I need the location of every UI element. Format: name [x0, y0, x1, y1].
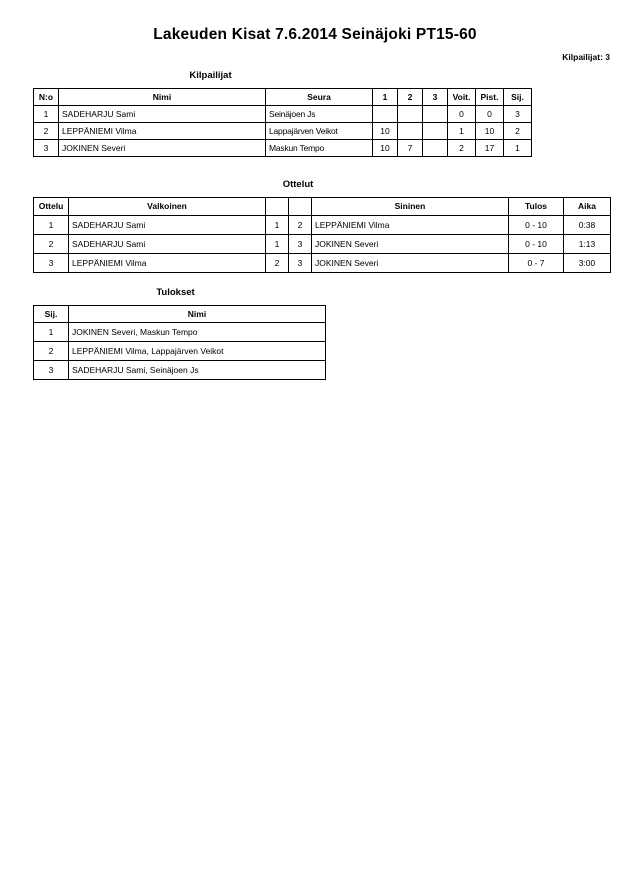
- cell-voit: 1: [448, 123, 476, 140]
- cell-white-number: 2: [266, 254, 289, 273]
- cell-sij: 1: [504, 140, 532, 157]
- cell-round-3: [423, 106, 448, 123]
- column-header-voit: Voit.: [448, 89, 476, 106]
- column-header-pist: Pist.: [476, 89, 504, 106]
- cell-sininen: JOKINEN Severi: [312, 254, 509, 273]
- cell-nimi: LEPPÄNIEMI Vilma, Lappajärven Veikot: [69, 342, 326, 361]
- cell-nro: 1: [34, 106, 59, 123]
- cell-round-1: 10: [373, 140, 398, 157]
- cell-valkoinen: LEPPÄNIEMI Vilma: [69, 254, 266, 273]
- cell-aika: 1:13: [564, 235, 611, 254]
- cell-blue-number: 3: [289, 235, 312, 254]
- cell-white-number: 1: [266, 216, 289, 235]
- cell-round-2: [398, 106, 423, 123]
- matches-table: [33, 197, 611, 273]
- column-header-round-1: 1: [373, 89, 398, 106]
- cell-voit: 2: [448, 140, 476, 157]
- table-header-row: [34, 89, 532, 106]
- table-row: [34, 123, 532, 140]
- cell-sininen: JOKINEN Severi: [312, 235, 509, 254]
- cell-seura: Maskun Tempo: [266, 140, 373, 157]
- cell-sininen: LEPPÄNIEMI Vilma: [312, 216, 509, 235]
- cell-white-number: 1: [266, 235, 289, 254]
- cell-aika: 3:00: [564, 254, 611, 273]
- cell-pist: 17: [476, 140, 504, 157]
- column-header-round-2: 2: [398, 89, 423, 106]
- cell-blue-number: 3: [289, 254, 312, 273]
- cell-tulos: 0 - 7: [509, 254, 564, 273]
- cell-pist: 0: [476, 106, 504, 123]
- cell-tulos: 0 - 10: [509, 235, 564, 254]
- cell-valkoinen: SADEHARJU Sami: [69, 216, 266, 235]
- column-header-nimi: Nimi: [59, 89, 266, 106]
- column-header-nro: N:o: [34, 89, 59, 106]
- results-table: [33, 305, 326, 380]
- table-header-row: [34, 306, 326, 323]
- cell-tulos: 0 - 10: [509, 216, 564, 235]
- cell-sij: 2: [504, 123, 532, 140]
- cell-round-3: [423, 140, 448, 157]
- cell-pist: 10: [476, 123, 504, 140]
- table-row: [34, 235, 611, 254]
- cell-seura: Lappajärven Veikot: [266, 123, 373, 140]
- cell-voit: 0: [448, 106, 476, 123]
- cell-round-2: 7: [398, 140, 423, 157]
- cell-blue-number: 2: [289, 216, 312, 235]
- column-header-sij: Sij.: [34, 306, 69, 323]
- table-header-row: [34, 198, 611, 216]
- cell-nro: 3: [34, 140, 59, 157]
- cell-round-3: [423, 123, 448, 140]
- cell-valkoinen: SADEHARJU Sami: [69, 235, 266, 254]
- table-row: [34, 342, 326, 361]
- cell-ottelu: 1: [34, 216, 69, 235]
- column-header-valkoinen: Valkoinen: [69, 198, 266, 216]
- competitors-table: [33, 88, 532, 157]
- column-header-round-3: 3: [423, 89, 448, 106]
- results-heading: Tulokset: [156, 287, 195, 298]
- competitor-count-label: Kilpailijat: 3: [562, 52, 610, 62]
- cell-ottelu: 2: [34, 235, 69, 254]
- cell-aika: 0:38: [564, 216, 611, 235]
- cell-round-1: 10: [373, 123, 398, 140]
- cell-nro: 2: [34, 123, 59, 140]
- column-header-aika: Aika: [564, 198, 611, 216]
- cell-nimi: JOKINEN Severi, Maskun Tempo: [69, 323, 326, 342]
- column-header-sij: Sij.: [504, 89, 532, 106]
- cell-ottelu: 3: [34, 254, 69, 273]
- table-row: [34, 254, 611, 273]
- cell-nimi: SADEHARJU Sami, Seinäjoen Js: [69, 361, 326, 380]
- cell-nimi: LEPPÄNIEMI Vilma: [59, 123, 266, 140]
- cell-nimi: SADEHARJU Sami: [59, 106, 266, 123]
- column-header-sininen: Sininen: [312, 198, 509, 216]
- cell-nimi: JOKINEN Severi: [59, 140, 266, 157]
- competitors-heading: Kilpailijat: [189, 70, 232, 81]
- cell-sij: 1: [34, 323, 69, 342]
- matches-heading: Ottelut: [282, 179, 314, 190]
- cell-sij: 2: [34, 342, 69, 361]
- column-header-ottelu: Ottelu: [34, 198, 69, 216]
- cell-sij: 3: [504, 106, 532, 123]
- table-row: [34, 216, 611, 235]
- cell-round-2: [398, 123, 423, 140]
- table-row: [34, 323, 326, 342]
- table-row: [34, 140, 532, 157]
- column-header-nimi: Nimi: [69, 306, 326, 323]
- column-header-blue-number: [289, 198, 312, 216]
- cell-sij: 3: [34, 361, 69, 380]
- cell-seura: Seinäjoen Js: [266, 106, 373, 123]
- column-header-seura: Seura: [266, 89, 373, 106]
- cell-round-1: [373, 106, 398, 123]
- column-header-tulos: Tulos: [509, 198, 564, 216]
- column-header-white-number: [266, 198, 289, 216]
- table-row: [34, 106, 532, 123]
- page-title: Lakeuden Kisat 7.6.2014 Seinäjoki PT15-60: [153, 26, 477, 43]
- table-row: [34, 361, 326, 380]
